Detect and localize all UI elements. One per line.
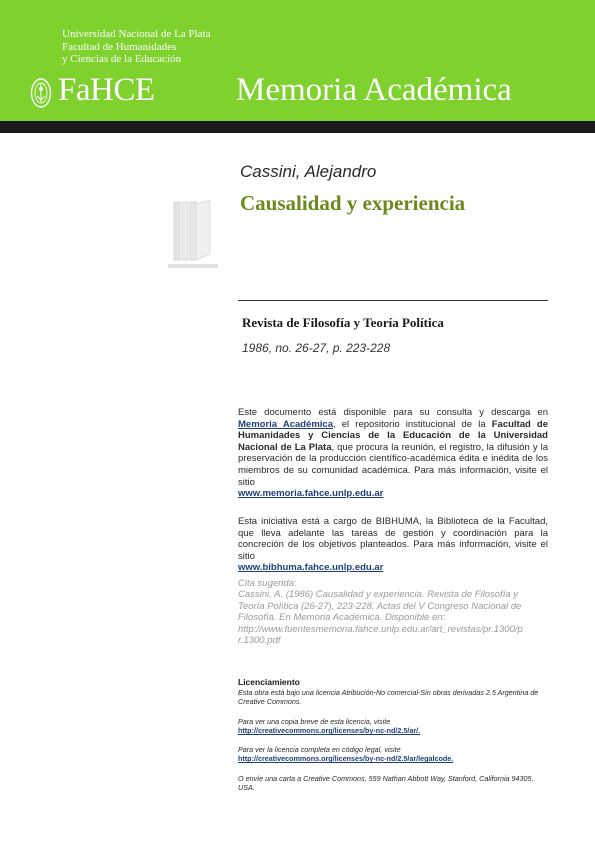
availability-paragraph: [238, 407, 548, 500]
availability-intro: Este documento está disponible para su consulta y descarga en: [238, 407, 548, 418]
citation-text: Cassini, A. (1986) Causalidad y experiencia. Revista de Filosofía y Teoría Política (26-27), 223-228. Actas del V Congreso Nacional de Filosofía. En Memoria Académica. Disponible en: http://www.fuentesmemoria.fahce.unlp.edu.ar/art_revistas/pr.1300/p r.1300.pdf: [238, 589, 523, 647]
bibhuma-text: Esta iniciativa está a cargo de BIBHUMA, la Biblioteca de la Facultad, que lleva adelante las tareas de gestión y coordinación para la concreción de los objetivos planteados. Para más información, visite el sitio: [238, 516, 548, 562]
license-full: [238, 745, 550, 763]
university-seal-icon: [30, 77, 52, 109]
license-short-label: Para ver una copia breve de esta licencia, visite: [238, 717, 391, 726]
license-heading: Licenciamiento: [238, 677, 300, 687]
citation-label: Cita sugerida:: [238, 578, 297, 589]
faculty-name-line-1: Facultad de Humanidades: [62, 41, 177, 53]
availability-rest: , que procura la reunión, el registro, la difusión y la preservación de la producción científico-académica édita e inédita de los miembros de su comunidad académica. Para más información, visite el sitio: [238, 441, 548, 488]
document-title: Causalidad y experiencia: [240, 191, 466, 215]
license-short: [238, 717, 550, 735]
bibhuma-paragraph: [238, 516, 548, 574]
faculty-full-name: Facultad de Humanidades y Ciencias de la Educación de la Universidad Nacional de La Plata: [238, 418, 549, 453]
memoria-academica-link[interactable]: Memoria Académica: [238, 418, 334, 430]
author-name: Cassini, Alejandro: [240, 162, 377, 181]
suggested-citation: [238, 578, 550, 646]
journal-name: Revista de Filosofía y Teoría Política: [242, 315, 444, 330]
issue-info: 1986, no. 26-27, p. 223-228: [242, 341, 391, 355]
university-name: Universidad Nacional de La Plata: [62, 28, 211, 40]
separator-line: [238, 300, 548, 301]
header-divider: [0, 121, 595, 133]
bibhuma-url-link[interactable]: www.bibhuma.fahce.unlp.edu.ar: [238, 562, 384, 574]
license-full-label: Para ver la licencia completa en código legal, visite: [238, 745, 401, 754]
license-statement: Esta obra está bajo una licencia Atribución-No comercial-Sin obras derivadas 2.5 Argentina de Creative Commons.: [238, 688, 539, 707]
license-short-link[interactable]: http://creativecommons.org/licenses/by-nc-nd/2.5/ar/.: [238, 726, 421, 736]
books-icon: [166, 198, 222, 274]
fahce-logo: FaHCE: [58, 72, 155, 108]
faculty-name-line-2: y Ciencias de la Educación: [62, 53, 182, 65]
license-full-link[interactable]: http://creativecommons.org/licenses/by-nc-nd/2.5/ar/legalcode.: [238, 754, 454, 764]
memoria-url-link[interactable]: www.memoria.fahce.unlp.edu.ar: [238, 488, 384, 500]
repository-title: Memoria Académica: [236, 72, 512, 108]
availability-mid: , el repositorio institucional de la: [333, 418, 492, 430]
license-mail-address: O envíe una carta a Creative Commons, 559 Nathan Abbott Way, Stanford, California 94305, USA.: [238, 774, 534, 793]
